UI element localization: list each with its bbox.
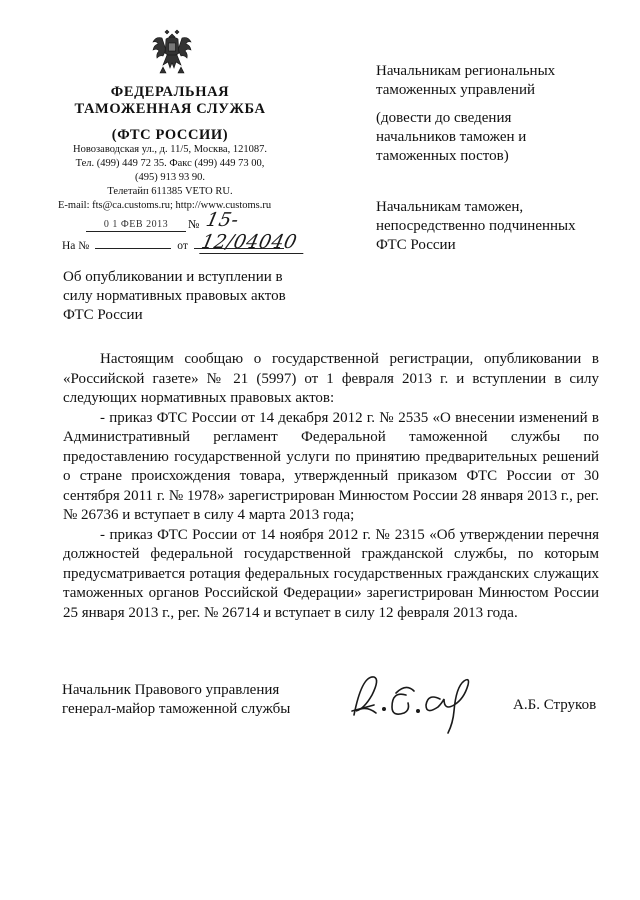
letter-body	[63, 350, 599, 623]
addressee-line: ФТС России	[376, 237, 456, 253]
handwritten-signature	[344, 665, 504, 735]
email-line: E-mail: fts@ca.customs.ru; http://www.customs.ru	[58, 200, 272, 211]
organization-header	[60, 84, 280, 144]
addressee-line: Начальникам региональных	[376, 63, 556, 79]
addressee-line: Начальникам таможен,	[376, 199, 524, 215]
body-paragraph: Настоящим сообщаю о государственной регистрации, опубликовании в «Российской газете» № 21 (5997) от 1 февраля 2013 г. и вступлении в силу следующих нормативных правовых актов:	[63, 351, 599, 406]
body-paragraph: - приказ ФТС России от 14 ноября 2012 г. № 2315 «Об утверждении перечня должностей федеральной государственной гражданской службы, по которым предусматривается ротация федеральных государственных гражданских служащих таможенных органов Российской Федерации» зарегистрирован Минюстом России 25 января 2013 г., рег. № 26714 и вступает в силу 12 февраля 2013 года.	[63, 526, 599, 621]
signatory-title-line: Начальник Правового управления	[62, 682, 280, 698]
addressee-customs-heads	[376, 198, 616, 255]
org-name-line2: ТАМОЖЕННАЯ СЛУЖБА	[74, 101, 266, 117]
addressee-line: таможенных управлений	[376, 82, 536, 98]
subject-line: Об опубликовании и вступлении в	[63, 269, 283, 285]
subject-line: ФТС России	[63, 307, 143, 323]
org-name-line1: ФЕДЕРАЛЬНАЯ	[110, 84, 230, 100]
subject-line: силу нормативных правовых актов	[63, 288, 286, 304]
reference-date-blank	[194, 248, 284, 249]
letter-subject	[63, 268, 313, 325]
signatory-title	[62, 681, 312, 719]
coat-of-arms-emblem	[150, 28, 194, 80]
number-label: №	[188, 217, 200, 231]
signer-name: А.Б. Струков	[513, 697, 597, 713]
reference-date-label: от	[177, 240, 188, 252]
address-line: Новозаводская ул., д. 11/5, Москва, 121087.	[73, 144, 267, 155]
addressee-line: непосредственно подчиненных	[376, 218, 576, 234]
reference-line	[62, 240, 312, 252]
body-paragraph: - приказ ФТС России от 14 декабря 2012 г. № 2535 «О внесении изменений в Административный регламент Федеральной таможенной службы по предоставлению государственной услуги по принятию предварительных решений о стране происхождения товара, утвержденный приказом ФТС России от 30 сентября 2011 г. № 1978» зарегистрирован Минюстом России 28 января 2013 г., рег. № 26736 и вступает в силу 4 марта 2013 года;	[63, 409, 599, 523]
reference-number-label: На №	[62, 240, 90, 252]
phone-line: Тел. (499) 449 72 35. Факс (499) 449 73 00,	[75, 158, 265, 169]
addressee-note	[376, 109, 616, 166]
reference-number-blank	[95, 248, 171, 249]
registration-date-stamp: 0 1 ФЕВ 2013	[86, 219, 186, 232]
signatory-title-line: генерал-майор таможенной службы	[62, 701, 291, 717]
addressee-line: (довести до сведения	[376, 110, 512, 126]
contact-block	[58, 143, 278, 213]
addressee-line: таможенных постов)	[376, 148, 509, 164]
addressee-regional-departments	[376, 62, 616, 100]
phone-line-2: (495) 913 93 90.	[135, 172, 205, 183]
addressee-line: начальников таможен и	[376, 129, 527, 145]
registration-number: 15-12/04040	[199, 209, 313, 254]
teletype-line: Телетайп 611385 VETO RU.	[107, 186, 233, 197]
org-abbreviation: (ФТС РОССИИ)	[111, 127, 229, 143]
